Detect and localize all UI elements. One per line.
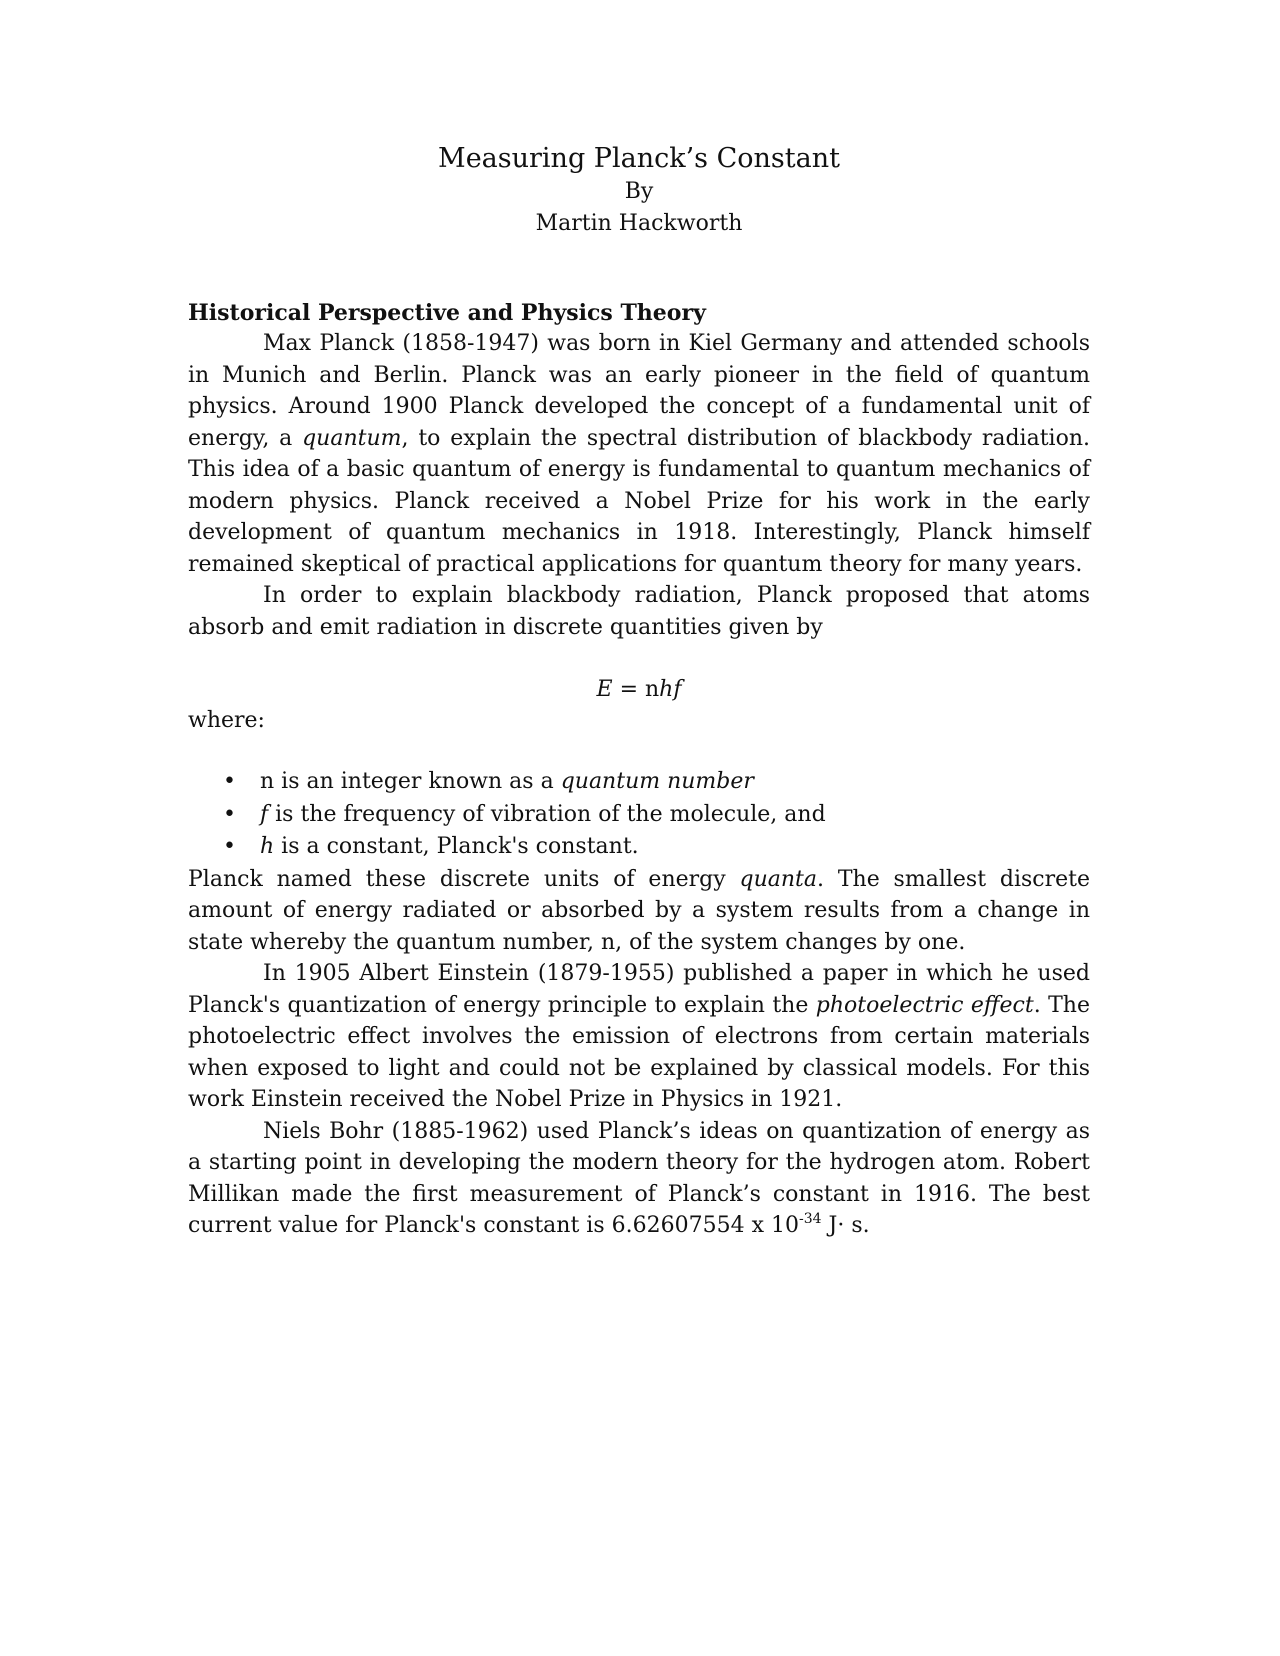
units: J· s. <box>821 1213 870 1238</box>
paragraph-quanta <box>188 864 1090 959</box>
equation-energy-symbol: E <box>596 677 613 702</box>
emphasis-quanta: quanta <box>739 866 818 892</box>
paragraph-bohr-millikan <box>188 1116 1090 1242</box>
planck-equation <box>188 674 1090 705</box>
equation-equals: = <box>612 677 645 702</box>
paragraph-text: , to explain the spectral distribution of blackbody radiation. This idea of a basic quantum of energy is fundamental to quantum mechanics of modern physics. Planck received a Nobel Prize for his work in the early development of quantum mechanics in 1918. Interestingly, Planck himself remained skeptical of practical applications for quantum theory for many years. <box>188 425 1090 577</box>
by-label: By <box>624 179 654 204</box>
list-item <box>188 766 1090 799</box>
definition-text: is the frequency of vibration of the molecule, and <box>268 801 826 827</box>
definition-text: is a constant, Planck's constant. <box>274 834 639 859</box>
paragraph-text: Max Planck (1858-1947) was born in Kiel Germany and attended schools in Munich and Berlin. Planck was an early pioneer in the field of quantum physics. Around 1900 Planck developed the concept of a fundamental unit of energy, a <box>188 331 1090 451</box>
exponent: -34 <box>798 1211 822 1227</box>
document-title: Measuring Planck’s Constant <box>438 143 840 174</box>
paragraph-text: . The smallest discrete amount of energy radiated or absorbed by a system results from a change in state whereby the quantum number, n, of the system changes by one. <box>188 866 1091 955</box>
list-item <box>188 831 1090 864</box>
emphasis-photoelectric-effect: photoelectric effect <box>815 992 1034 1018</box>
paragraph-text: . The photoelectric effect involves the emission of electrons from certain materials when exposed to light and could not be explained by classical models. For this work Einstein received the Nobel Prize in Physics in 1921. <box>188 992 1090 1112</box>
paragraph-blackbody: In order to explain blackbody radiation, Planck proposed that atoms absorb and emit radiation in discrete quantities given by <box>188 583 1090 640</box>
author-name: Martin Hackworth <box>535 211 743 236</box>
paragraph-planck-bio <box>188 328 1090 580</box>
title-block <box>188 142 1090 240</box>
equation-hf: hf <box>659 677 682 702</box>
document-body <box>188 142 1090 1242</box>
symbol-f: f <box>260 801 269 827</box>
where-label: where: <box>188 708 265 733</box>
emphasis-quantum-number: quantum number <box>560 769 754 794</box>
paragraph-text: Niels Bohr (1885-1962) used Planck’s ideas on quantization of energy as a starting point in developing the modern theory for the hydrogen atom. Robert Millikan made the first measurement of Planck’s constant in 1916. The best current value for Planck's constant is 6.62607554 x 10 <box>188 1118 1090 1238</box>
bullet-icon: • <box>223 834 236 859</box>
paragraph-text: In 1905 Albert Einstein (1879-1955) published a paper in which he used Planck's quantization of energy principle to explain the <box>188 961 1090 1018</box>
list-item <box>188 799 1090 832</box>
definition-text: n is an integer known as a <box>260 769 561 794</box>
definition-list <box>188 766 1090 864</box>
bullet-icon: • <box>223 769 236 794</box>
section-heading: Historical Perspective and Physics Theory <box>188 300 706 326</box>
emphasis-quantum: quantum <box>302 425 402 451</box>
symbol-h: h <box>260 834 275 859</box>
paragraph-einstein <box>188 958 1090 1116</box>
paragraph-text: Planck named these discrete units of energy <box>188 866 740 892</box>
equation-n: n <box>645 677 660 702</box>
bullet-icon: • <box>223 801 236 827</box>
